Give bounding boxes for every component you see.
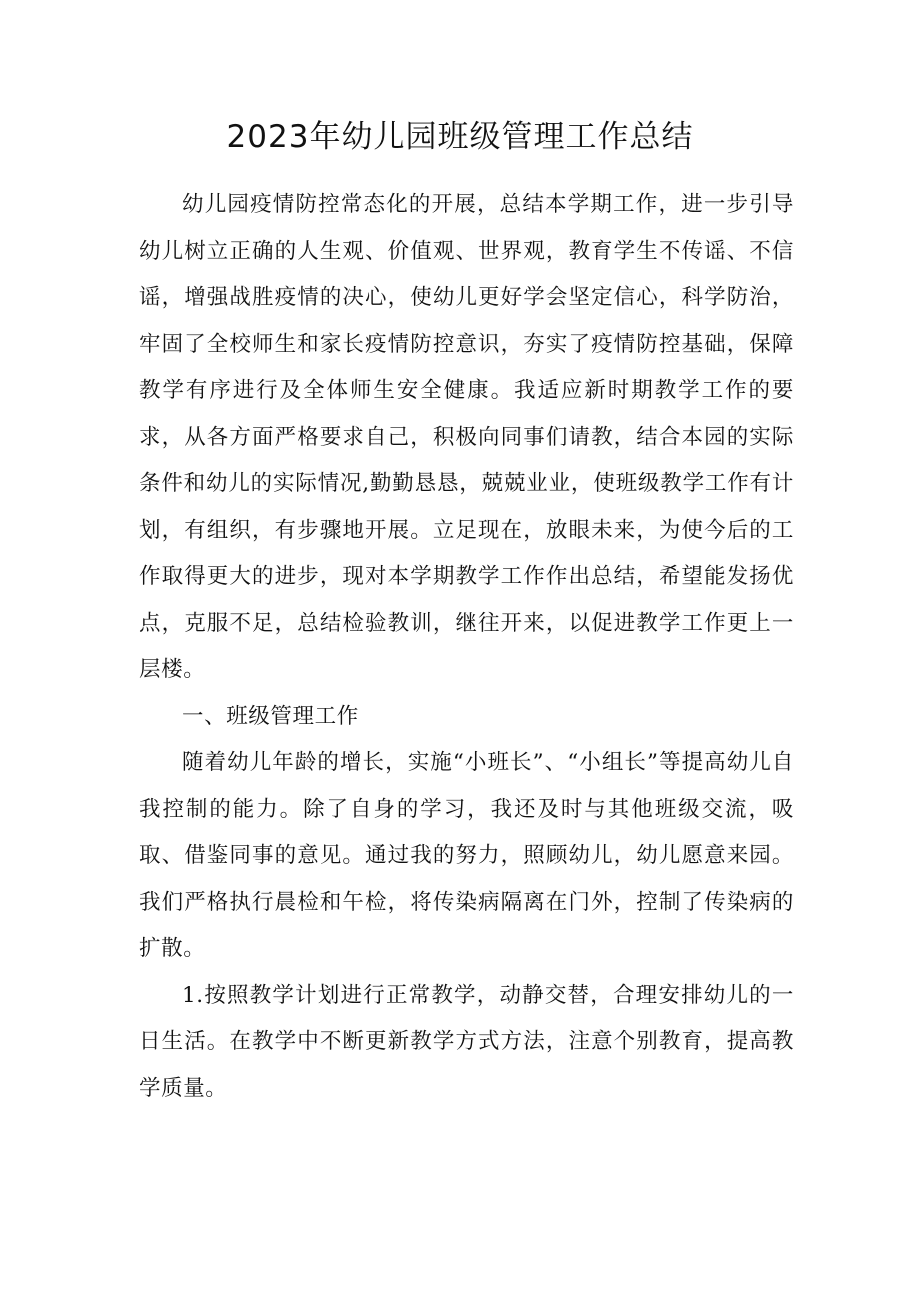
teaching-plan-paragraph: 1.按照教学计划进行正常教学，动静交替，合理安排幼儿的一日生活。在教学中不断更新教学方式方法，注意个别教育，提高教学质量。	[139, 982, 794, 1101]
class-management-paragraph: 随着幼儿年龄的增长，实施“小班长”、“小组长”等提高幼儿自我控制的能力。除了自身的学习，我还及时与其他班级交流，吸取、借鉴同事的意见。通过我的努力，照顾幼儿，幼儿愿意来园。我们严格执行晨检和午检，将传染病隔离在门外，控制了传染病的扩散。	[139, 750, 794, 961]
document-title: 2023年幼儿园班级管理工作总结	[226, 119, 694, 155]
section-heading: 一、班级管理工作	[182, 703, 359, 729]
document-body	[139, 182, 794, 1112]
intro-paragraph: 幼儿园疫情防控常态化的开展，总结本学期工作，进一步引导幼儿树立正确的人生观、价值观、世界观，教育学生不传谣、不信谣，增强战胜疫情的决心，使幼儿更好学会坚定信心，科学防治，牢固了全校师生和家长疫情防控意识，夯实了疫情防控基础，保障教学有序进行及全体师生安全健康。我适应新时期教学工作的要求，从各方面严格要求自己，积极向同事们请教，结合本园的实际条件和幼儿的实际情况,勤勤恳恳，兢兢业业，使班级教学工作有计划，有组织，有步骤地开展。立足现在，放眼未来，为使今后的工作取得更大的进步，现对本学期教学工作作出总结，希望能发扬优点，克服不足，总结检验教训，继往开来，以促进教学工作更上一层楼。	[139, 192, 794, 682]
